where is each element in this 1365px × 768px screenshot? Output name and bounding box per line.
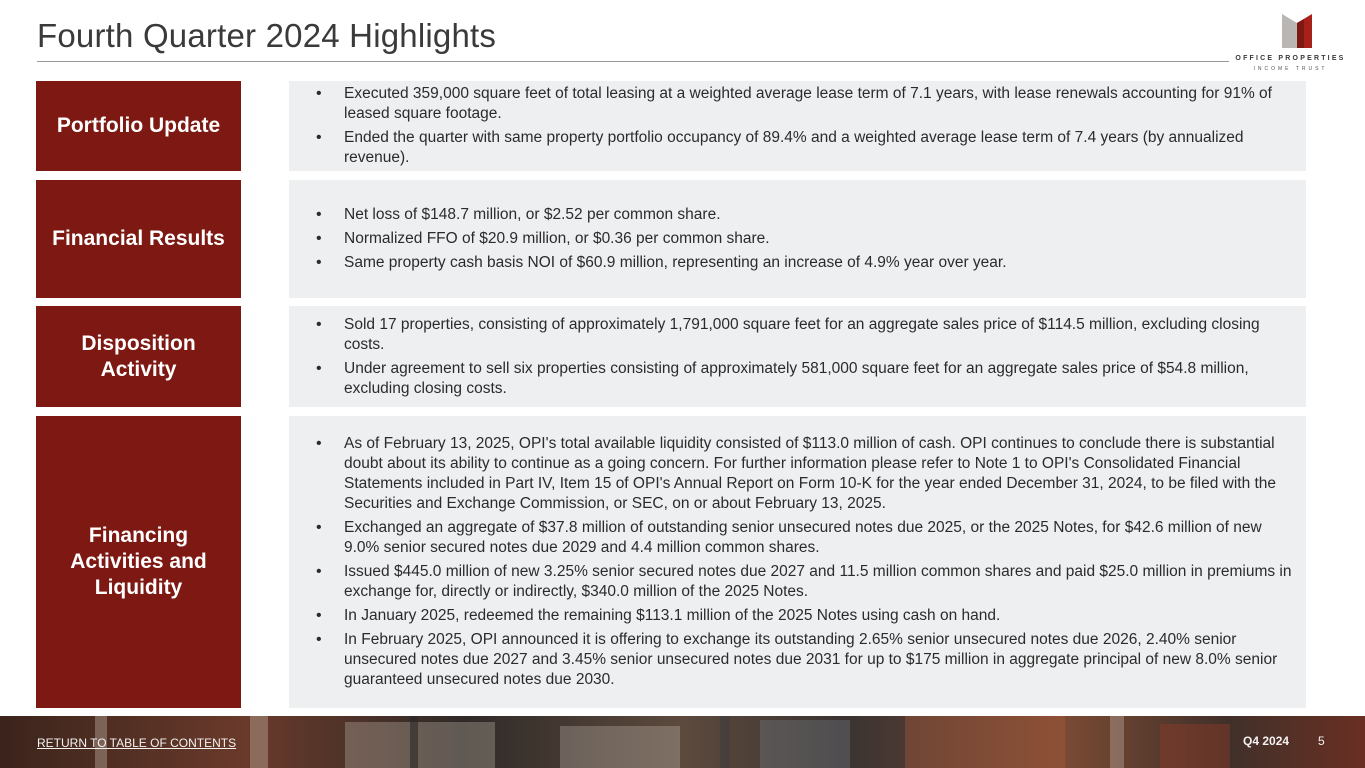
logo-mark-icon (1282, 14, 1312, 48)
bullet-item: • Under agreement to sell six properties consisting of approximately 581,000 square feet for an aggregate sales price of $54.8 million, excluding closing costs. (308, 359, 1298, 399)
page-title: Fourth Quarter 2024 Highlights (37, 17, 497, 54)
building-facade (560, 726, 680, 768)
bullet-item: • As of February 13, 2025, OPI's total available liquidity consisted of $113.0 million of cash. OPI continues to conclude there is substantial doubt about its ability to continue as a going concern. For further information please refer to Note 1 to OPI's Consolidated Financial Statements included in Part IV, Item 15 of OPI's Annual Report on Form 10-K for the year ended December 31, 2024, to be filed with the Securities and Exchange Commission, or SEC, on or about February 13, 2025. (308, 434, 1298, 514)
bullet-item: • Exchanged an aggregate of $37.8 million of outstanding senior unsecured notes due 2025, or the 2025 Notes, for $42.6 million of new 9.0% senior secured notes due 2029 and 4.4 million common shares. (308, 518, 1298, 558)
building-column (720, 716, 730, 768)
company-logo (1228, 12, 1353, 74)
bullet-item: • Ended the quarter with same property portfolio occupancy of 89.4% and a weighted average lease term of 7.4 years (by annualized revenue). (308, 128, 1298, 168)
building-column (1110, 716, 1124, 768)
logo-subtitle: INCOME TRUST (1253, 66, 1328, 72)
section-label-disposition-activity: Disposition Activity (36, 306, 241, 407)
section-content-portfolio-update (289, 81, 1306, 171)
logo-name: OFFICE PROPERTIES (1235, 55, 1346, 62)
return-to-toc-link[interactable]: RETURN TO TABLE OF CONTENTS (37, 736, 237, 750)
footer-quarter: Q4 2024 (1243, 734, 1290, 748)
section-content-disposition-activity (289, 306, 1306, 407)
bullet-item: • Same property cash basis NOI of $60.9 million, representing an increase of 4.9% year over year. (308, 253, 1298, 273)
section-content-financing-activities (289, 416, 1306, 708)
building-facade (905, 716, 1065, 768)
tree-foliage (1160, 724, 1230, 768)
section-label-portfolio-update: Portfolio Update (36, 81, 241, 171)
building-facade (345, 722, 495, 768)
section-label-financial-results: Financial Results (36, 180, 241, 298)
bullet-item: • Net loss of $148.7 million, or $2.52 per common share. (308, 205, 1298, 225)
bullet-item: • Issued $445.0 million of new 3.25% senior secured notes due 2027 and 11.5 million common shares and paid $25.0 million in premiums in exchange for, directly or indirectly, $340.0 million of the 2025 Notes. (308, 562, 1298, 602)
bullet-item: • Sold 17 properties, consisting of approximately 1,791,000 square feet for an aggregate sales price of $114.5 million, excluding closing costs. (308, 315, 1298, 355)
bullet-item: • Normalized FFO of $20.9 million, or $0.36 per common share. (308, 229, 1298, 249)
building-facade (760, 720, 850, 768)
bullet-item: • In February 2025, OPI announced it is offering to exchange its outstanding 2.65% senior unsecured notes due 2026, 2.40% senior unsecured notes due 2027 and 3.45% senior unsecured notes due 2031 for up to $175 million in aggregate principal of new 8.0% senior guaranteed unsecured notes due 2030. (308, 630, 1298, 690)
building-column (410, 716, 418, 768)
bullet-item: • In January 2025, redeemed the remaining $113.1 million of the 2025 Notes using cash on hand. (308, 606, 1298, 626)
title-divider (37, 61, 1229, 62)
bullet-item: • Executed 359,000 square feet of total leasing at a weighted average lease term of 7.1 years, with lease renewals accounting for 91% of leased square footage. (308, 84, 1298, 124)
page-number: 5 (1318, 734, 1325, 748)
section-content-financial-results (289, 180, 1306, 298)
section-label-financing-activities: Financing Activities and Liquidity (36, 416, 241, 708)
building-column (250, 716, 268, 768)
